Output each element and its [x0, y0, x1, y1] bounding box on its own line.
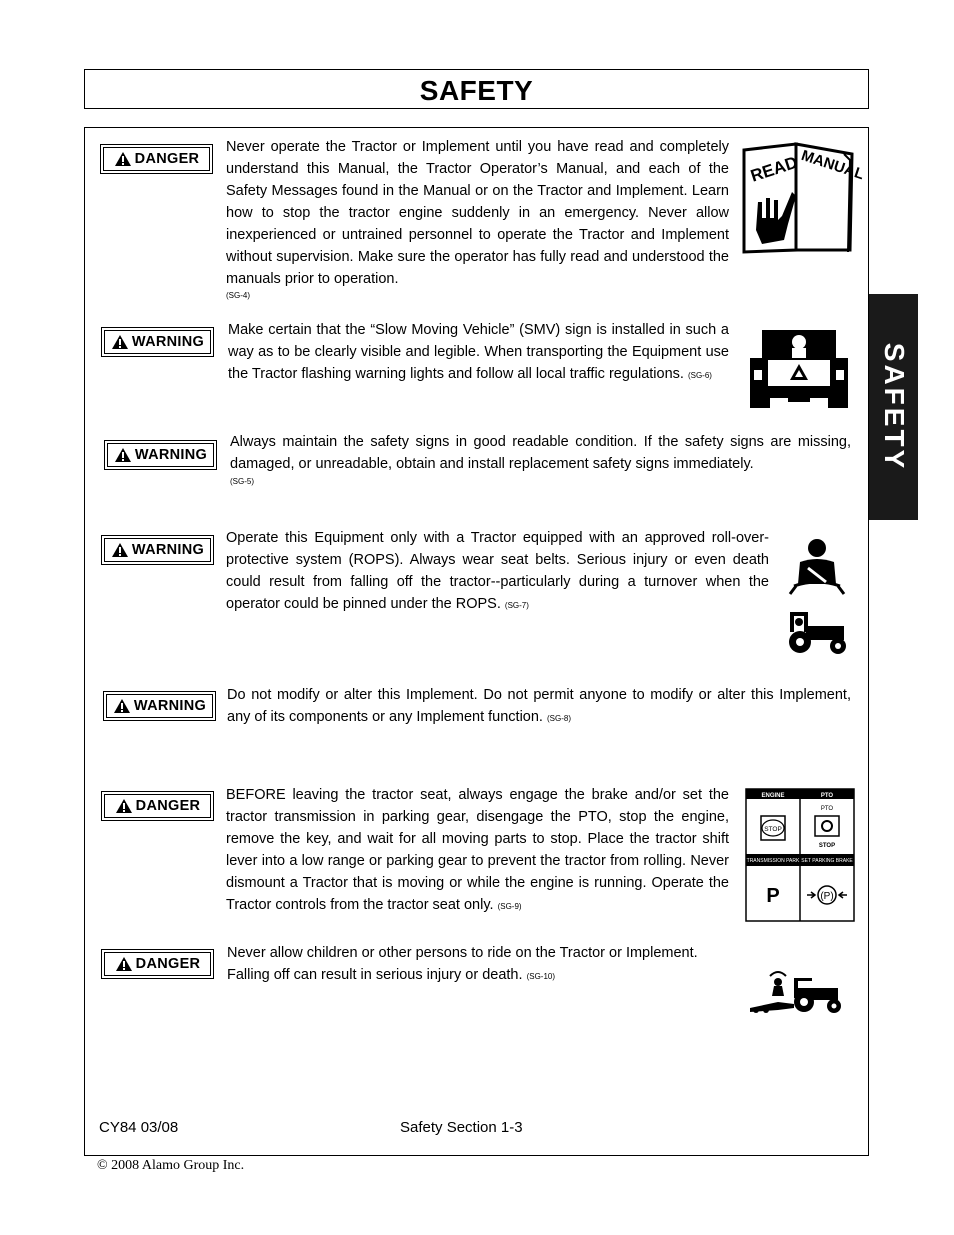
message-code: (SG-10) — [526, 972, 556, 981]
message-text: Never allow children or other persons to ride on the Tractor or Implement. Falling off can result in serious injury or death. — [227, 945, 698, 983]
manual-read-text: READ — [748, 152, 800, 186]
message-code: (SG-9) — [497, 902, 522, 911]
footer-section: Safety Section 1-3 — [400, 1119, 523, 1136]
badge-label: DANGER — [134, 151, 200, 167]
page-title: SAFETY — [419, 75, 534, 106]
safety-message — [227, 684, 851, 730]
safety-message — [230, 431, 851, 489]
rops-tractor-icon — [784, 608, 848, 656]
message-code: (SG-4) — [226, 291, 250, 300]
badge-label: WARNING — [134, 447, 208, 463]
alert-triangle-icon — [111, 334, 129, 350]
message-text: Do not modify or alter this Implement. Do not permit anyone to modify or alter this Implement, any of its components or any Implement function. — [227, 687, 851, 725]
badge-label: DANGER — [135, 956, 201, 972]
warning-badge — [103, 691, 216, 721]
safety-message — [226, 784, 729, 918]
pto-label: PTO — [820, 793, 834, 799]
warning-badge — [101, 327, 214, 357]
safety-message — [228, 319, 729, 387]
stop-text-2: STOP — [818, 843, 836, 849]
rider-fall-icon — [748, 968, 844, 1014]
brake-p-text: (P) — [820, 891, 834, 902]
message-text: Operate this Equipment only with a Tractor equipped with an approved roll-over-protective system (ROPS). Always wear seat belts. Serious injury or even death could result from falling off the tractor--particularly during a turnover when the operator could be pinned under the ROPS. — [226, 530, 769, 612]
safety-message — [226, 136, 729, 302]
message-code: (SG-7) — [504, 601, 529, 610]
alert-triangle-icon — [113, 698, 131, 714]
page-title-box — [84, 69, 869, 109]
safety-message — [227, 942, 729, 988]
message-text: Always maintain the safety signs in good readable condition. If the safety signs are missing, damaged, or unreadable, obtain and install replacement safety signs immediately. — [230, 434, 851, 472]
message-text: Never operate the Tractor or Implement until you have read and completely understand this Manual, the Tractor Operator’s Manual, and each of the Safety Messages found in the Manual or on the Tractor and Implement. Learn how to stop the tractor engine suddenly in an emergency. Never allow inexperienced or untrained personnel to operate the Tractor and Implement without supervision. Make sure the operator has fully read and understood the manuals prior to operation. — [226, 139, 729, 287]
side-tab-label: SAFETY — [878, 342, 910, 472]
message-code: (SG-5) — [230, 477, 254, 486]
section-side-tab — [869, 294, 918, 520]
alert-triangle-icon — [114, 151, 132, 167]
warning-badge — [101, 535, 214, 565]
badge-label: WARNING — [133, 698, 207, 714]
pto-small-text: PTO — [820, 806, 834, 812]
message-text: Make certain that the “Slow Moving Vehicle” (SMV) sign is installed in such a way as to be clearly visible and legible. When transporting the Equipment use the Tractor flashing warning lights and follow all local traffic regulations. — [228, 322, 729, 382]
alert-triangle-icon — [111, 542, 129, 558]
footer-doc-id: CY84 03/08 — [99, 1119, 179, 1136]
park-p-text: P — [766, 885, 780, 907]
controls-panel-icon — [745, 788, 855, 922]
transmission-label: TRANSMISSION PARK — [746, 858, 800, 864]
warning-badge — [104, 440, 217, 470]
smv-tractor-icon — [748, 326, 850, 410]
alert-triangle-icon — [115, 798, 133, 814]
danger-badge — [101, 791, 214, 821]
alert-triangle-icon — [115, 956, 133, 972]
safety-message — [226, 527, 769, 617]
danger-badge — [100, 144, 213, 174]
danger-badge — [101, 949, 214, 979]
stop-text: STOP — [764, 826, 782, 833]
badge-label: WARNING — [131, 542, 205, 558]
seatbelt-icon — [786, 538, 848, 598]
engine-label: ENGINE — [761, 793, 785, 799]
read-manual-icon — [740, 140, 867, 256]
badge-label: WARNING — [131, 334, 205, 350]
badge-label: DANGER — [135, 798, 201, 814]
message-code: (SG-6) — [687, 371, 712, 380]
alert-triangle-icon — [114, 447, 132, 463]
message-text: BEFORE leaving the tractor seat, always engage the brake and/or set the tractor transmission in parking gear, disengage the PTO, stop the engine, remove the key, and wait for all moving parts to stop. Place the tractor shift lever into a low range or parking gear to prevent the tractor from rolling. Never dismount a Tractor that is moving or while the engine is running. Operate the Tractor controls from the tractor seat only. — [226, 787, 729, 913]
message-code: (SG-8) — [546, 714, 571, 723]
copyright: © 2008 Alamo Group Inc. — [97, 1158, 245, 1173]
manual-manual-text: MANUAL — [799, 147, 867, 184]
brake-label: SET PARKING BRAKE — [801, 858, 853, 864]
